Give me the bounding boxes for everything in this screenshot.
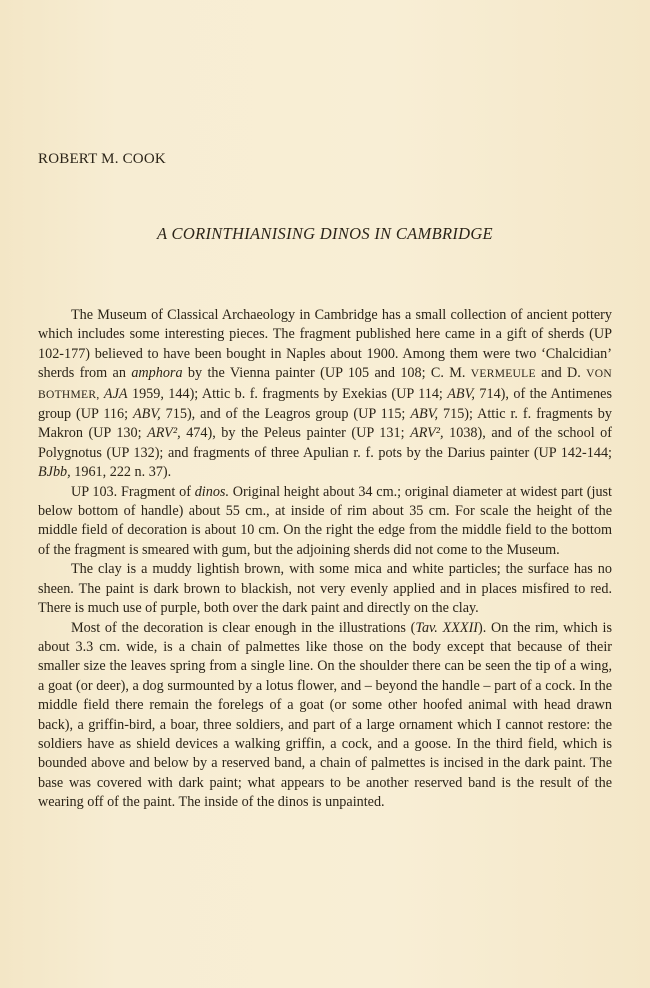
text-run: ). On the rim, which is about 3.3 cm. wide, is a chain of palmettes like those on the body except that because of their smaller size the leaves spring from a single line. On the shoulder there can be seen the tip of a wing, a goat (or deer), a dog surmounted by a lotus flower, and – beyond the handle – part of a cock. In the middle field there remain the forelegs of a goat (or some other hoofed animal with head drawn back), a griffin-bird, a boar, three soldiers, and part of a large ornament which I cannot restore: the soldiers have as shield devices a walking griffin, a cock, and a goose. In the third field, which is bounded above and below by a reserved band, a chain of palmettes is incised in the dark paint. The base was covered with dark paint; what appears to be another reserved band is the result of the wearing off of the paint. The inside of the dinos is unpainted. [38, 619, 613, 811]
text-run: 715), and of the Leagros group (UP 115; [160, 406, 411, 423]
journal-abbrev: ABV, [447, 385, 475, 402]
article-title: A CORINTHIANISING DINOS IN CAMBRIDGE [157, 224, 493, 243]
paragraph-4 [38, 619, 612, 813]
text-run: The Museum of Classical Archaeology in Cambridge has a small collection of ancient pottery which includes some interesting pieces. The fragment published here came in a gift of sherds (UP 102-177) believed to have been bought in Naples about 1900. Among them were two ‘Chalcidian’ sherds from an [38, 307, 612, 382]
italic-term: dinos. [194, 483, 229, 500]
journal-abbrev: AJA [103, 385, 128, 402]
text-run: 1038), and of the school of Polygnotus (UP 132); and fragments of three Apulian r. f. pots by the Darius painter (UP 142-144; [38, 425, 612, 461]
cited-author: VERMEULE [470, 368, 536, 381]
plate-reference: Tav. XXXII [415, 619, 479, 636]
text-run: Original height about 34 cm.; original diameter at widest part (just below bottom of handle) about 55 cm., at inside of rim about 35 cm. For scale the height of the middle field of decoration is about 10 cm. On the right the edge from the middle field to the bottom of the fragment is smeared with gum, but the adjoining sherds did not come to the Museum. [38, 483, 612, 558]
journal-abbrev: ABV, [410, 406, 439, 423]
paragraph-2 [38, 483, 612, 561]
text-run: 1959, 144); Attic b. f. fragments by Exekias (UP 114; [127, 385, 448, 402]
paragraph-3: The clay is a muddy lightish brown, with some mica and white particles; the surface has no sheen. The paint is dark brown to blackish, not very evenly applied and in places misfired to red. There is much use of purple, both over the dark paint and directly on the clay. [38, 561, 612, 617]
italic-term: amphora [131, 365, 183, 382]
article-body [38, 306, 612, 813]
journal-abbrev: ABV, [133, 406, 161, 423]
cited-author: VON BOTHMER, [38, 368, 612, 401]
text-run: 715); Attic r. f. fragments by Makron (UP 130; [38, 406, 612, 442]
text-run: 1961, 222 n. 37). [70, 464, 172, 481]
journal-abbrev: ARV², [410, 425, 444, 442]
text-run: 474), by the Peleus painter (UP 131; [180, 425, 411, 442]
text-run: UP 103. Fragment of [71, 483, 195, 500]
paragraph-1 [38, 306, 612, 483]
journal-abbrev: BJbb, [38, 464, 71, 481]
text-run: by the Vienna painter (UP 105 and 108; C. M. [182, 365, 471, 382]
text-run: and D. [535, 365, 587, 382]
author-name: ROBERT M. COOK [38, 151, 166, 167]
journal-abbrev: ARV², [147, 425, 181, 442]
text-run: 714), of the Antimenes group (UP 116; [38, 385, 612, 423]
text-run: Most of the decoration is clear enough in the illustrations ( [71, 619, 416, 636]
